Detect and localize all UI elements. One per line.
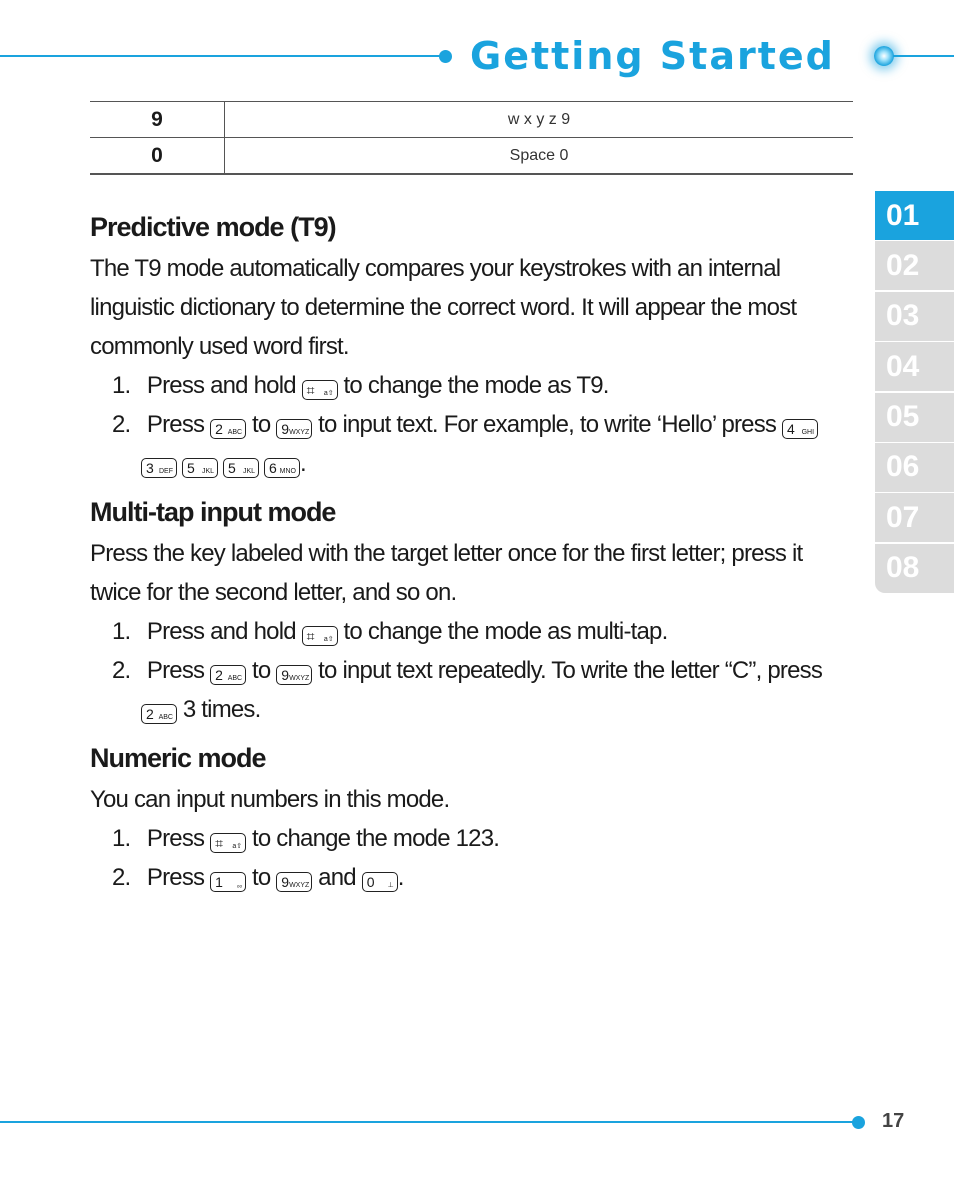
tab-chapter-01[interactable]: 01 bbox=[875, 191, 954, 240]
key-sub: DEF bbox=[159, 467, 173, 475]
list-item-continuation bbox=[90, 690, 835, 729]
multitap-mode-heading: Multi-tap input mode bbox=[90, 497, 336, 527]
key-main: ⌗ bbox=[306, 628, 315, 644]
key-sub: ABC bbox=[227, 428, 243, 436]
step-text: to bbox=[251, 411, 271, 438]
step-number: 1. bbox=[112, 618, 131, 645]
list-item-continuation bbox=[90, 444, 835, 483]
paragraph-line: commonly used word first. bbox=[90, 333, 349, 360]
step-text: to input text. For example, to write ‘Hello’ press bbox=[318, 411, 777, 438]
tab-chapter-08[interactable]: 08 bbox=[875, 544, 954, 593]
key-sub: GHI bbox=[801, 428, 815, 436]
key-cell: 0 bbox=[90, 138, 225, 175]
header-dot-right bbox=[874, 46, 894, 66]
key-sub: a⇧ bbox=[323, 635, 334, 643]
tab-chapter-04[interactable]: 04 bbox=[875, 342, 954, 391]
key-sub: MNO bbox=[279, 467, 296, 475]
key-sub: ABC bbox=[227, 674, 243, 682]
key-sub: ⊥ bbox=[387, 881, 394, 889]
key-5-icon bbox=[182, 458, 218, 478]
main-content bbox=[90, 205, 835, 897]
footer-rule bbox=[0, 1121, 858, 1123]
key-main: 9 bbox=[281, 667, 290, 683]
footer-dot bbox=[852, 1116, 865, 1129]
step-text: . bbox=[397, 864, 404, 891]
key-main: 5 bbox=[187, 460, 195, 476]
chapter-tabs bbox=[875, 191, 954, 594]
predictive-mode-heading: Predictive mode (T9) bbox=[90, 212, 336, 242]
table-row bbox=[90, 138, 853, 175]
step-number: 2. bbox=[112, 864, 131, 891]
key-main: 2 bbox=[146, 706, 154, 722]
key-sub: WXYZ bbox=[289, 881, 310, 889]
step-text: and bbox=[318, 864, 356, 891]
tab-chapter-02[interactable]: 02 bbox=[875, 241, 954, 290]
page-number: 17 bbox=[882, 1110, 905, 1132]
step-text: Press and hold bbox=[146, 372, 296, 399]
step-text: to bbox=[251, 864, 271, 891]
key-2-icon bbox=[210, 665, 246, 685]
key-main: 1 bbox=[215, 874, 223, 890]
step-text: to change the mode as T9. bbox=[343, 372, 609, 399]
header-rule-right bbox=[893, 55, 954, 57]
key-main: 3 bbox=[146, 460, 154, 476]
key-main: 2 bbox=[215, 421, 223, 437]
paragraph-line: linguistic dictionary to determine the correct word. It will appear the most bbox=[90, 294, 797, 321]
key-9-icon bbox=[276, 872, 312, 892]
tab-chapter-03[interactable]: 03 bbox=[875, 292, 954, 341]
step-number: 1. bbox=[112, 372, 131, 399]
list-item bbox=[90, 651, 835, 690]
list-item bbox=[90, 366, 835, 405]
key-6-icon bbox=[264, 458, 300, 478]
step-text: to input text repeatedly. To write the letter “C”, press bbox=[318, 657, 823, 684]
key-9-icon bbox=[276, 419, 312, 439]
step-text: to change the mode as multi-tap. bbox=[343, 618, 668, 645]
tab-chapter-06[interactable]: 06 bbox=[875, 443, 954, 492]
key-main: 5 bbox=[228, 460, 236, 476]
key-2-icon bbox=[210, 419, 246, 439]
key-sub: JKL bbox=[242, 467, 255, 475]
step-text: Press bbox=[146, 864, 205, 891]
key-sub: ABC bbox=[158, 713, 173, 721]
key-main: 4 bbox=[787, 421, 795, 437]
hash-key-icon bbox=[210, 833, 246, 853]
key-main: 0 bbox=[366, 874, 375, 890]
key-main: 6 bbox=[269, 460, 277, 476]
chars-cell: w x y z 9 bbox=[225, 102, 854, 138]
key-cell: 9 bbox=[90, 102, 225, 138]
step-text: 3 times. bbox=[182, 696, 261, 723]
key-2-icon bbox=[141, 704, 177, 724]
key-main: 2 bbox=[215, 667, 223, 683]
tab-chapter-07[interactable]: 07 bbox=[875, 493, 954, 542]
step-text: to change the mode 123. bbox=[251, 825, 500, 852]
key-3-icon bbox=[141, 458, 177, 478]
key-1-icon bbox=[210, 872, 246, 892]
key-main: ⌗ bbox=[215, 835, 223, 851]
hash-key-icon bbox=[302, 380, 338, 400]
step-number: 1. bbox=[112, 825, 131, 852]
key-sub: a⇧ bbox=[323, 389, 334, 397]
step-number: 2. bbox=[112, 657, 131, 684]
paragraph-line: You can input numbers in this mode. bbox=[90, 786, 450, 813]
key-sub: WXYZ bbox=[289, 428, 310, 436]
key-mapping-table bbox=[90, 101, 853, 175]
paragraph-line: The T9 mode automatically compares your keystrokes with an internal bbox=[90, 255, 781, 282]
key-sub: a⇧ bbox=[232, 842, 243, 850]
key-sub: ₒₒ bbox=[236, 881, 243, 889]
paragraph-line: twice for the second letter, and so on. bbox=[90, 579, 457, 606]
key-4-icon bbox=[782, 419, 818, 439]
tab-chapter-05[interactable]: 05 bbox=[875, 393, 954, 442]
section-title-text: Getting Started bbox=[470, 34, 835, 78]
key-main: 9 bbox=[281, 421, 290, 437]
key-9-icon bbox=[276, 665, 312, 685]
chars-cell: Space 0 bbox=[225, 138, 854, 175]
numeric-mode-heading: Numeric mode bbox=[90, 743, 266, 773]
key-sub: WXYZ bbox=[289, 674, 310, 682]
key-0-icon bbox=[362, 872, 398, 892]
table-row bbox=[90, 102, 853, 138]
step-text: Press and hold bbox=[146, 618, 296, 645]
step-text: Press bbox=[146, 657, 205, 684]
header-dot-left bbox=[439, 50, 452, 63]
list-item bbox=[90, 405, 835, 444]
step-text: to bbox=[251, 657, 271, 684]
key-main: ⌗ bbox=[306, 382, 315, 398]
step-text: Press bbox=[146, 411, 205, 438]
paragraph-line: Press the key labeled with the target letter once for the first letter; press it bbox=[90, 540, 803, 567]
step-number: 2. bbox=[112, 411, 131, 438]
key-main: 9 bbox=[281, 874, 290, 890]
list-item bbox=[90, 858, 835, 897]
list-item bbox=[90, 612, 835, 651]
header-rule-left bbox=[0, 55, 445, 57]
list-item bbox=[90, 819, 835, 858]
step-text: Press bbox=[146, 825, 205, 852]
hash-key-icon bbox=[302, 626, 338, 646]
page-section-title bbox=[470, 28, 858, 82]
key-5-icon bbox=[223, 458, 259, 478]
key-sub: JKL bbox=[201, 467, 214, 475]
step-text: . bbox=[300, 450, 306, 477]
